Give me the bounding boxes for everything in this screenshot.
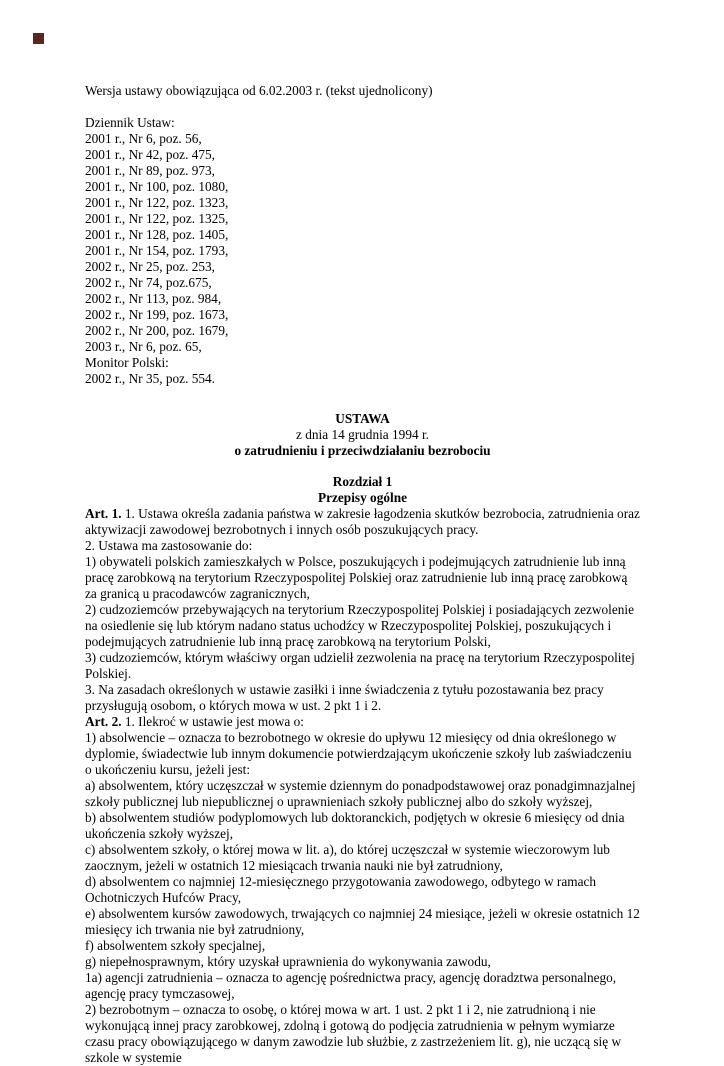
paragraph-text: b) absolwentem studiów podyplomowych lub doktoranckich, podjętych w okresie 6 miesięcy od dnia ukończenia szkoły wyższej, (85, 810, 625, 841)
dziennik-entry: 2003 r., Nr 6, poz. 65, (85, 339, 202, 354)
article-lead: Art. 1. (85, 506, 122, 521)
paragraph-text: 2) cudzoziemców przebywających na terytorium Rzeczypospolitej Polskiej i posiadających zezwolenie na osiedlenie się lub którym nadano status uchodźcy w Rzeczypospolitej Polskiej, poszukujących i podejmujących zatrudnienie lub inną pracę zarobkową na terytorium Polski, (85, 602, 635, 649)
body-paragraph (85, 506, 640, 538)
chapter-heading: Rozdział 1 (332, 474, 393, 489)
dziennik-entry: 2001 r., Nr 122, poz. 1323, (85, 195, 229, 210)
dziennik-entry: 2002 r., Nr 25, poz. 253, (85, 259, 216, 274)
article-lead: Art. 2. (85, 714, 122, 729)
body-paragraph (85, 874, 640, 906)
body-paragraph (85, 682, 640, 714)
paragraph-text: 1) absolwencie – oznacza to bezrobotnego w okresie do upływu 12 miesięcy od dnia określonego w dyplomie, świadectwie lub innym dokumencie potwierdzającym ukończenie szkoły lub zaświadczeniu o ukończeniu kursu, jeżeli jest: (85, 730, 632, 777)
law-date-line: z dnia 14 grudnia 1994 r. (296, 427, 429, 442)
dziennik-entry: 2002 r., Nr 199, poz. 1673, (85, 307, 229, 322)
body-paragraph (85, 970, 640, 1002)
body-paragraph (85, 842, 640, 874)
paragraph-text: 1a) agencji zatrudnienia – oznacza to agencję pośrednictwa pracy, agencję doradztwa personalnego, agencję pracy tymczasowej, (85, 970, 617, 1001)
paragraph-text: 2. Ustawa ma zastosowanie do: (85, 538, 253, 553)
body-paragraph (85, 938, 640, 954)
paragraph-text: f) absolwentem szkoły specjalnej, (85, 938, 266, 953)
body-paragraph (85, 1002, 640, 1066)
dziennik-entry: 2002 r., Nr 200, poz. 1679, (85, 323, 229, 338)
spacer (85, 99, 640, 115)
body-paragraph (85, 554, 640, 602)
spacer (85, 459, 640, 474)
dziennik-entry: 2001 r., Nr 42, poz. 475, (85, 147, 216, 162)
monitor-entry: 2002 r., Nr 35, poz. 554. (85, 371, 216, 386)
version-note: Wersja ustawy obowiązująca od 6.02.2003 r. (tekst ujednolicony) (85, 83, 433, 98)
body-paragraph (85, 538, 640, 554)
paragraph-text: 2) bezrobotnym – oznacza to osobę, o której mowa w art. 1 ust. 2 pkt 1 i 2, nie zatrudnioną i nie wykonującą innej pracy zarobkowej, zdolną i gotową do podjęcia zatrudnienia w pełnym wymiarze czasu pracy obowiązującego w danym zawodzie lub służbie, z zastrzeżeniem lit. g), nie uczącą się w szkole w systemie (85, 1002, 622, 1065)
paragraph-text: 1. Ilekroć w ustawie jest mowa o: (121, 714, 304, 729)
body-paragraph (85, 714, 640, 730)
dziennik-ustaw-label: Dziennik Ustaw: (85, 115, 175, 130)
law-title: USTAWA (335, 411, 390, 426)
monitor-polski-label: Monitor Polski: (85, 355, 169, 370)
body-paragraph (85, 602, 640, 650)
law-subject: o zatrudnieniu i przeciwdziałaniu bezrobociu (234, 443, 491, 458)
dziennik-entry: 2001 r., Nr 89, poz. 973, (85, 163, 216, 178)
paragraph-text: a) absolwentem, który uczęszczał w systemie dziennym do ponadpodstawowej oraz ponadgimnazjalnej szkoły publicznej lub niepublicznej o uprawnieniach szkoły publicznej albo do szkoły wyższej, (85, 778, 636, 809)
law-body (85, 506, 640, 1066)
paragraph-text: 3) cudzoziemców, którym właściwy organ udzielił zezwolenia na pracę na terytorium Rzeczypospolitej Polskiej. (85, 650, 635, 681)
dziennik-entry: 2001 r., Nr 122, poz. 1325, (85, 211, 229, 226)
paragraph-text: 1) obywateli polskich zamieszkałych w Polsce, poszukujących i podejmujących zatrudnienie lub inną pracę zarobkową na terytorium Rzeczypospolitej Polskiej oraz zatrudnienie lub inną pracę zarobkową za granicą u pracodawców zagranicznych, (85, 554, 628, 601)
dziennik-entry: 2001 r., Nr 154, poz. 1793, (85, 243, 229, 258)
body-paragraph (85, 650, 640, 682)
dziennik-entry: 2002 r., Nr 113, poz. 984, (85, 291, 222, 306)
dziennik-entry: 2002 r., Nr 74, poz.675, (85, 275, 212, 290)
body-paragraph (85, 954, 640, 970)
body-paragraph (85, 730, 640, 778)
paragraph-text: 1. Ustawa określa zadania państwa w zakresie łagodzenia skutków bezrobocia, zatrudnienia oraz aktywizacji zawodowej bezrobotnych i innych osób poszukujących pracy. (85, 506, 640, 537)
dziennik-entry: 2001 r., Nr 6, poz. 56, (85, 131, 202, 146)
dziennik-entry: 2001 r., Nr 128, poz. 1405, (85, 227, 229, 242)
body-paragraph (85, 906, 640, 938)
paragraph-text: 3. Na zasadach określonych w ustawie zasiłki i inne świadczenia z tytułu pozostawania bez pracy przysługują osobom, o których mowa w ust. 2 pkt 1 i 2. (85, 682, 604, 713)
dziennik-entry: 2001 r., Nr 100, poz. 1080, (85, 179, 229, 194)
paragraph-text: d) absolwentem co najmniej 12-miesięcznego przygotowania zawodowego, odbytego w ramach Ochotniczych Hufców Pracy, (85, 874, 597, 905)
paragraph-text: g) niepełnosprawnym, który uzyskał uprawnienia do wykonywania zawodu, (85, 954, 491, 969)
page-corner-mark (33, 33, 44, 44)
paragraph-text: e) absolwentem kursów zawodowych, trwających co najmniej 24 miesiące, jeżeli w okresie ostatnich 12 miesięcy ich trwania nie był zatrudniony, (85, 906, 640, 937)
paragraph-text: c) absolwentem szkoły, o której mowa w lit. a), do której uczęszczał w systemie wieczorowym lub zaocznym, jeżeli w ostatnich 12 miesiącach trwania nauki nie był zatrudniony, (85, 842, 610, 873)
spacer (85, 387, 640, 411)
chapter-title: Przepisy ogólne (317, 490, 407, 505)
body-paragraph (85, 778, 640, 810)
body-paragraph (85, 810, 640, 842)
